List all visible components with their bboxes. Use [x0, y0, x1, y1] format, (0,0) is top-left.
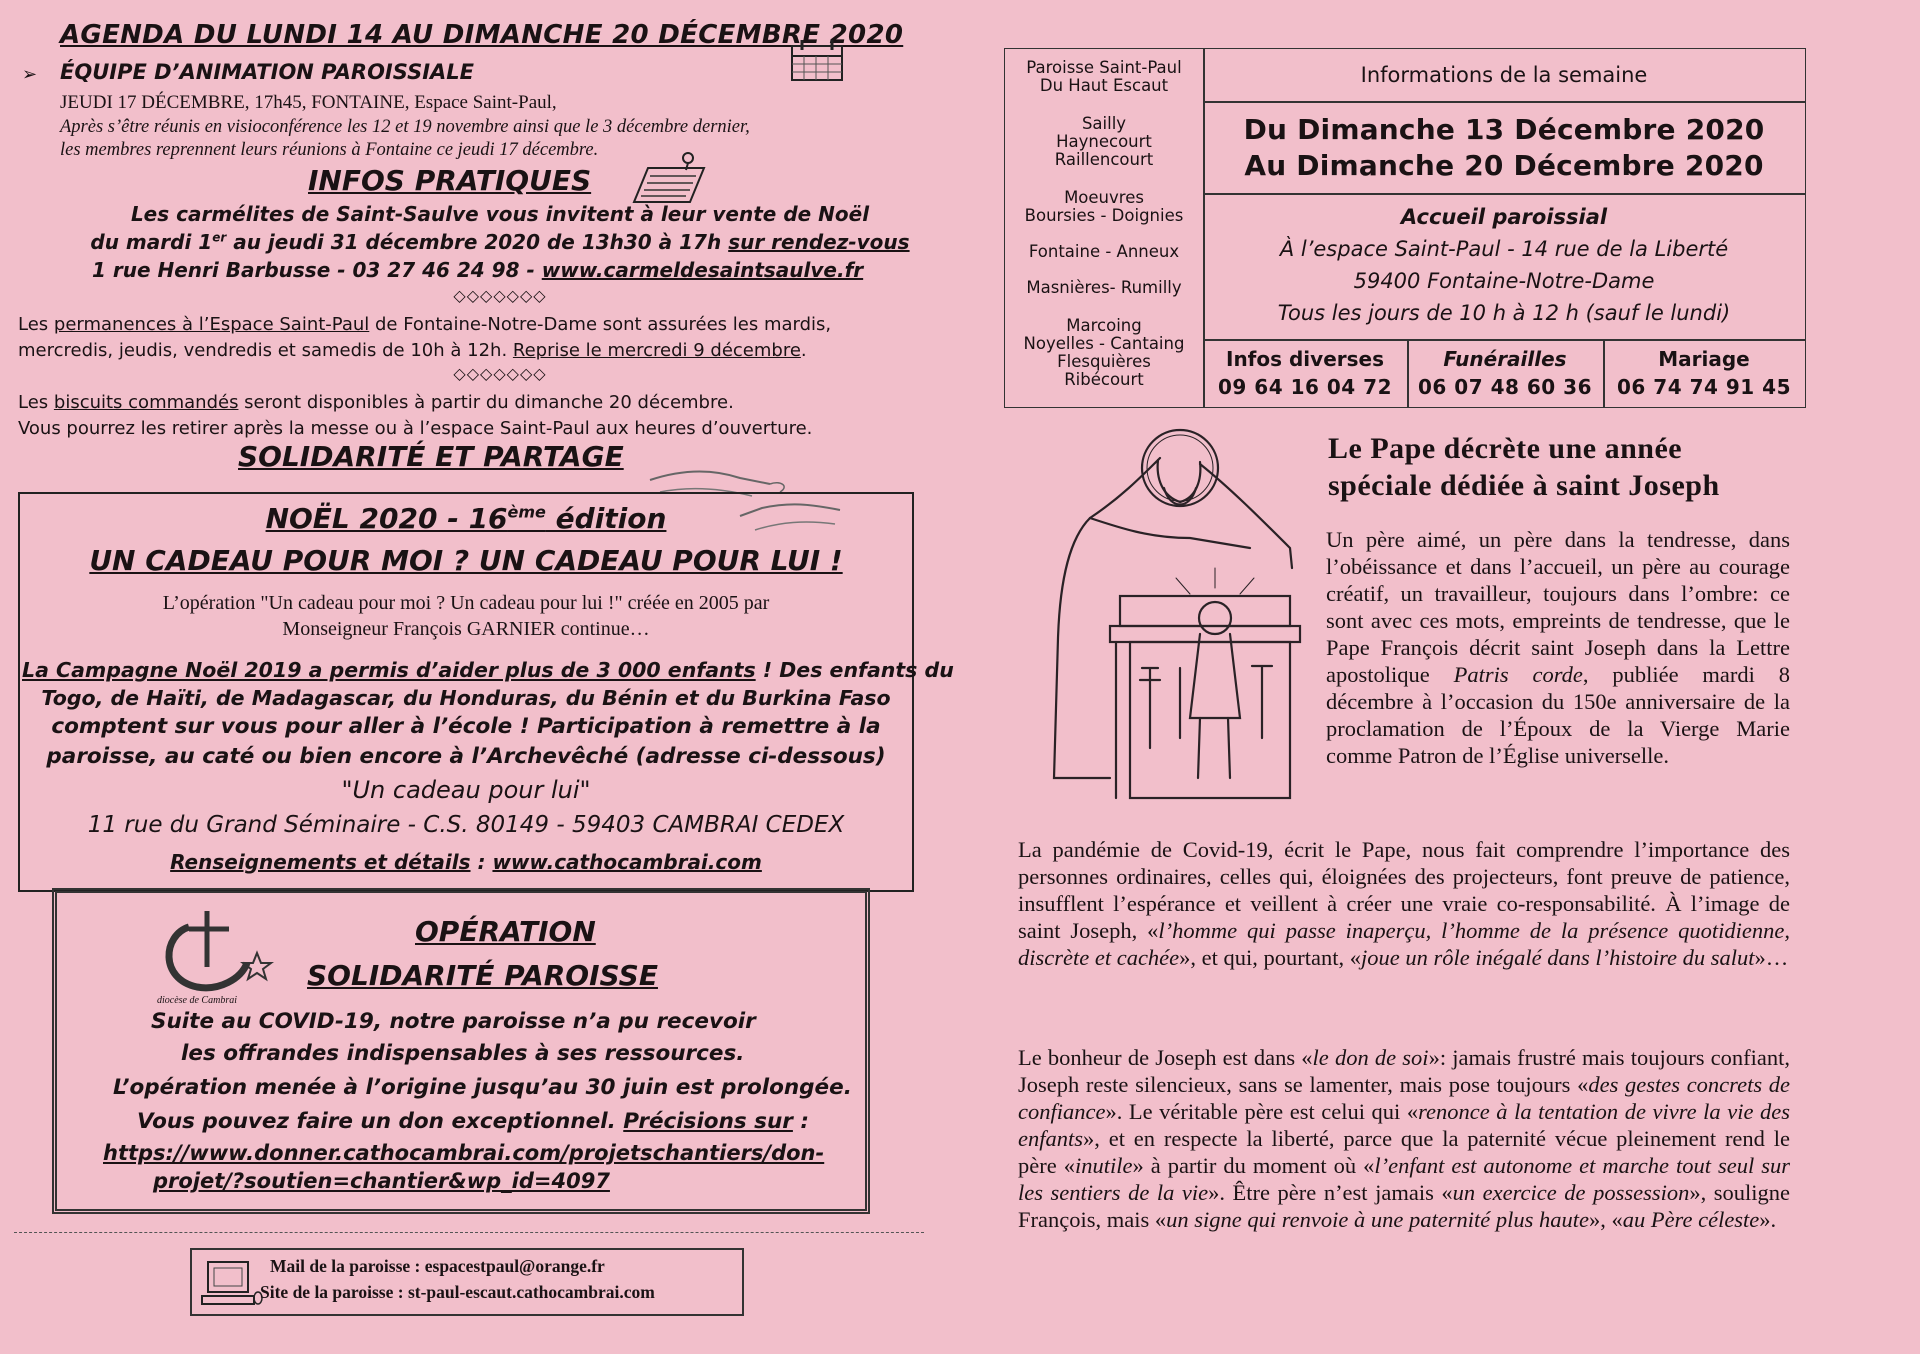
carmel-website-link[interactable]: www.carmeldesaintsaulve.fr	[541, 258, 864, 282]
eap-title: ÉQUIPE D’ANIMATION PAROISSIALE	[60, 60, 475, 84]
biscuits-line-2: Vous pourrez les retirer après la messe ou à l’espace Saint-Paul aux heures d’ouverture.	[18, 418, 813, 439]
site-line: Site de la paroisse : st-paul-escaut.cathocambrai.com	[260, 1282, 655, 1302]
operation-title: OPÉRATION	[415, 915, 596, 948]
permanences-line-1: Les permanences à l’Espace Saint-Paul de Fontaine-Notre-Dame sont assurées les mardis,	[18, 314, 832, 335]
solidarite-partage-title: SOLIDARITÉ ET PARTAGE	[238, 440, 624, 473]
noel-title-2: UN CADEAU POUR MOI ? UN CADEAU POUR LUI !	[89, 544, 843, 577]
eap-when: JEUDI 17 DÉCEMBRE, 17h45, FONTAINE, Espace Saint-Paul,	[60, 92, 557, 113]
solidarite-paroisse-title: SOLIDARITÉ PAROISSE	[307, 959, 658, 992]
notepad-icon	[628, 150, 710, 208]
date-from: Du Dimanche 13 Décembre 2020	[1243, 113, 1765, 146]
accueil-line-3: Tous les jours de 10 h à 12 h (sauf le lundi)	[1277, 301, 1731, 325]
mail-line: Mail de la paroisse : espacestpaul@orange.fr	[270, 1256, 605, 1276]
info-header: Informations de la semaine	[1360, 63, 1648, 87]
agenda-title: AGENDA DU LUNDI 14 AU DIMANCHE 20 DÉCEMBRE 2020	[60, 20, 904, 50]
noel-campaign-1: La Campagne Noël 2019 a permis d’aider plus de 3 000 enfants ! Des enfants du	[22, 658, 954, 682]
accueil-line-2: 59400 Fontaine-Notre-Dame	[1353, 269, 1655, 293]
date-to: Au Dimanche 20 Décembre 2020	[1244, 149, 1764, 182]
parish-group-2: Sailly Haynecourt Raillencourt	[1054, 114, 1154, 169]
article-paragraph-2: La pandémie de Covid-19, écrit le Pape, nous fait comprendre l’importance des personnes ordinaires, celles qui, éloignées des projecteurs, font preuve de patience, insufflent l’espérance et veillent à créer une vraie co-responsabilité. À l’image de saint Joseph, «l’homme qui passe inaperçu, l’homme de la présence quotidienne, discrète et cachée», et qui, pourtant, «joue un rôle inégalé dans l’histoire du salut»…	[1018, 837, 1790, 970]
noel-intro-2: Monseigneur François GARNIER continue…	[282, 618, 650, 640]
noel-intro-1: L’opération "Un cadeau pour moi ? Un cadeau pour lui !" créée en 2005 par	[162, 592, 770, 614]
noel-2020-box	[18, 492, 954, 892]
article-title: Le Pape décrète une année spéciale dédiée à saint Joseph	[1328, 432, 1720, 502]
don-url-line-2[interactable]: projet/?soutien=chantier&wp_id=4097	[153, 1169, 610, 1193]
biscuits-line-1: Les biscuits commandés seront disponibles à partir du dimanche 20 décembre.	[18, 392, 734, 413]
sol-line-1: Suite au COVID-19, notre paroisse n’a pu recevoir	[151, 1009, 756, 1034]
divider	[14, 1232, 924, 1233]
carmelites-line-1: Les carmélites de Saint-Saulve vous invitent à leur vente de Noël	[130, 202, 870, 226]
separator-diamonds-2: ◇◇◇◇◇◇◇	[453, 364, 547, 383]
contact-label-funerailles: Funérailles	[1443, 347, 1567, 371]
eap-text-1: Après s’être réunis en visioconférence les 12 et 19 novembre ainsi que le 3 décembre dernier,	[60, 117, 750, 137]
permanences-line-2: mercredis, jeudis, vendredis et samedis de 10h à 12h. Reprise le mercredi 9 décembre.	[18, 340, 807, 361]
noel-renseignements: Renseignements et détails : www.cathocambrai.com	[170, 850, 762, 874]
parish-group-5: Masnières- Rumilly	[1026, 278, 1182, 297]
contact-label-mariage: Mariage	[1658, 347, 1750, 371]
rdv-text: sur rendez-vous	[728, 230, 910, 254]
noel-campaign-4: paroisse, au caté ou bien encore à l’Archevêché (adresse ci-dessous)	[46, 744, 886, 769]
infos-pratiques-title: INFOS PRATIQUES	[308, 164, 592, 197]
contact-phone-infos: 09 64 16 04 72	[1217, 375, 1392, 399]
article-paragraph-3: Le bonheur de Joseph est dans «le don de soi»: jamais frustré mais toujours confiant, Joseph reste silencieux, sans se lamenter, mais pose toujours «des gestes concrets de confiance». Le véritable père est celui qui «renonce à la tentation de vivre la vie des enfants», et en respecte la liberté, parce que la paternité vécue pleinement rend le père «inutile» à partir du moment où «l’enfant est autonome et marche tout seul sur les sentiers de la vie». Être père n’est jamais «un exercice de possession», souligne François, mais «un signe qui renvoie à une paternité plus haute», «au Père céleste».	[1018, 1045, 1791, 1232]
carmelites-line-3: 1 rue Henri Barbusse - 03 27 46 24 98 - www.carmeldesaintsaulve.fr	[92, 258, 864, 282]
diocese-cambrai-logo-icon	[149, 905, 279, 999]
parish-group-6: Marcoing Noyelles - Cantaing Flesquières Ribécourt	[1023, 316, 1185, 389]
diocese-caption: diocèse de Cambrai	[157, 995, 237, 1006]
noel-address: 11 rue du Grand Séminaire - C.S. 80149 - 59403 CAMBRAI CEDEX	[87, 812, 845, 838]
info-table	[1004, 48, 1806, 408]
bullet-arrow-icon: ➢	[22, 64, 38, 85]
parish-group-3: Moeuvres Boursies - Doignies	[1024, 188, 1184, 225]
accueil-title: Accueil paroissial	[1400, 205, 1608, 229]
computer-icon	[200, 1258, 264, 1308]
accueil-line-1: À l’espace Saint-Paul - 14 rue de la Liberté	[1279, 237, 1729, 261]
eap-text-2: les membres reprennent leurs réunions à Fontaine ce jeudi 17 décembre.	[60, 140, 599, 160]
carmelites-line-2: du mardi 1er au jeudi 31 décembre 2020 de 13h30 à 17h sur rendez-vous	[90, 230, 910, 254]
noel-cadeau-lui: "Un cadeau pour lui"	[341, 776, 591, 804]
separator-diamonds: ◇◇◇◇◇◇◇	[453, 286, 547, 305]
noel-campaign-3: comptent sur vous pour aller à l’école ! Participation à remettre à la	[51, 714, 881, 739]
don-url-line-1[interactable]: https://www.donner.cathocambrai.com/projetschantiers/don-	[103, 1141, 825, 1165]
calendar-icon	[788, 36, 848, 84]
parish-group-1: Paroisse Saint-Paul Du Haut Escaut	[1026, 58, 1182, 95]
saint-joseph-illustration-icon	[1030, 418, 1320, 818]
sol-line-4: Vous pouvez faire un don exceptionnel. Précisions sur :	[137, 1109, 809, 1134]
contact-mail-box	[190, 1248, 744, 1316]
noel-campaign-2: Togo, de Haïti, de Madagascar, du Honduras, du Bénin et du Burkina Faso	[41, 686, 891, 710]
cathocambrai-link[interactable]: www.cathocambrai.com	[492, 850, 762, 874]
parish-group-4: Fontaine - Anneux	[1028, 242, 1180, 261]
article-paragraph-1: Un père aimé, un père dans la tendresse, dans l’obéissance et dans l’accueil, un père au courage créatif, un travailleur, toujours dans l’ombre: ce sont avec ces mots, empreints de tendresse, que le Pape François décrit saint Joseph dans la Lettre apostolique Patris corde, publiée mardi 8 décembre à l’occasion du 150e anniversaire de la proclamation de l’Époux de la Vierge Marie comme Patron de l’Église universelle.	[1326, 527, 1791, 768]
contact-phone-funerailles: 06 07 48 60 36	[1417, 375, 1592, 399]
contact-phone-mariage: 06 74 74 91 45	[1616, 375, 1791, 399]
sol-line-2: les offrandes indispensables à ses ressources.	[181, 1041, 745, 1066]
sol-line-3: L’opération menée à l’origine jusqu’au 30 juin est prolongée.	[113, 1075, 852, 1100]
contact-label-infos: Infos diverses	[1226, 347, 1384, 371]
solidarite-paroisse-box	[52, 888, 870, 1214]
noel-title-1: NOËL 2020 - 16ème édition	[265, 502, 667, 535]
